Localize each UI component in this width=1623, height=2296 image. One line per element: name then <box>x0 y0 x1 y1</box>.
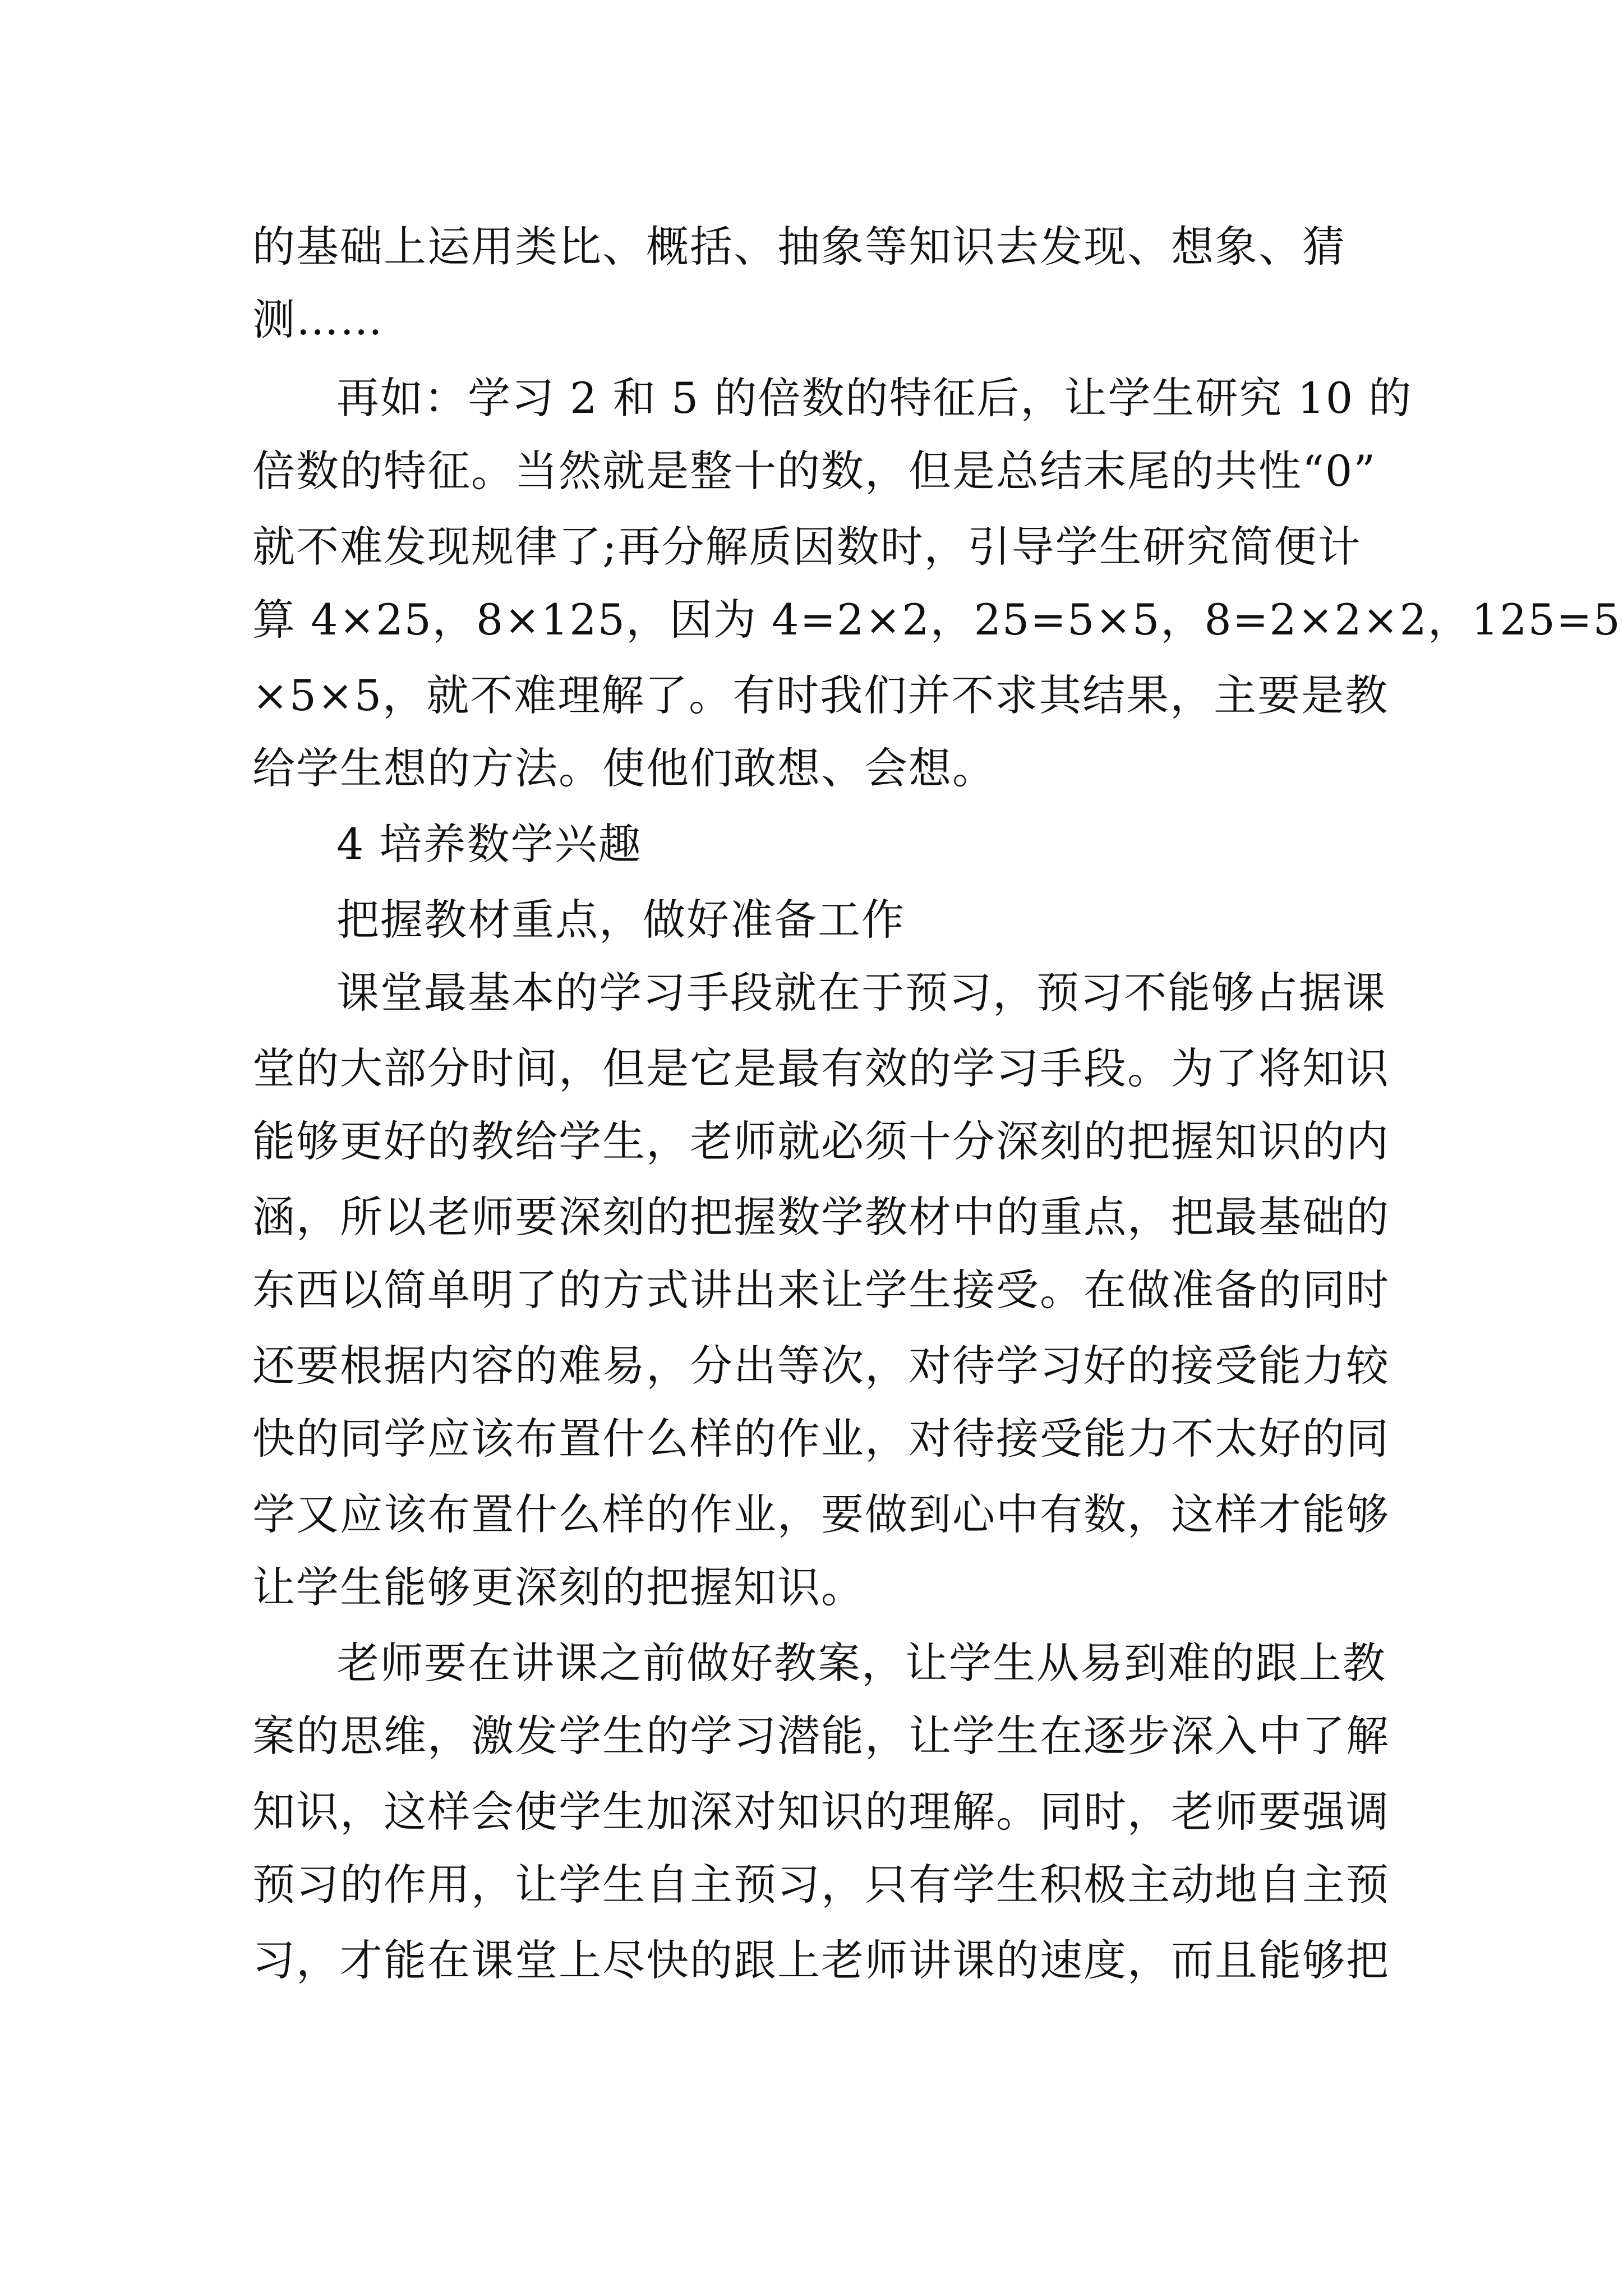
text-line: 案的思维，激发学生的学习潜能，让学生在逐步深入中了解 <box>252 1711 1390 1761</box>
text-line: 知识，这样会使学生加深对知识的理解。同时，老师要强调 <box>252 1787 1390 1837</box>
text-line: 习，才能在课堂上尽快的跟上老师讲课的速度，而且能够把 <box>252 1935 1390 1985</box>
text-line: 预习的作用，让学生自主预习，只有学生积极主动地自主预 <box>252 1860 1390 1910</box>
text-line: 涵，所以老师要深刻的把握数学教材中的重点，把最基础的 <box>252 1192 1390 1242</box>
paragraph-start: 再如：学习 2 和 5 的倍数的特征后，让学生研究 10 的 <box>336 373 1413 423</box>
text-line: 倍数的特征。当然就是整十的数，但是总结末尾的共性“0” <box>252 446 1377 496</box>
subsection-heading: 把握教材重点，做好准备工作 <box>336 895 905 945</box>
text-line: 的基础上运用类比、概括、抽象等知识去发现、想象、猜 <box>252 222 1346 272</box>
text-line: 算 4×25，8×125，因为 4=2×2，25=5×5，8=2×2×2，125=5 <box>252 595 1621 645</box>
text-line: 快的同学应该布置什么样的作业，对待接受能力不太好的同 <box>252 1414 1390 1464</box>
text-line: 学又应该布置什么样的作业，要做到心中有数，这样才能够 <box>252 1489 1390 1539</box>
text-line: 还要根据内容的难易，分出等次，对待学习好的接受能力较 <box>252 1341 1390 1391</box>
paragraph-start: 老师要在讲课之前做好教案，让学生从易到难的跟上教 <box>336 1638 1386 1688</box>
text-line: 让学生能够更深刻的把握知识。 <box>252 1562 865 1612</box>
text-line: 堂的大部分时间，但是它是最有效的学习手段。为了将知识 <box>252 1043 1390 1093</box>
text-line: 能够更好的教给学生，老师就必须十分深刻的把握知识的内 <box>252 1116 1390 1166</box>
section-heading: 4 培养数学兴趣 <box>336 819 642 869</box>
paragraph-start: 课堂最基本的学习手段就在于预习，预习不能够占据课 <box>336 968 1386 1018</box>
text-line: 给学生想的方法。使他们敢想、会想。 <box>252 743 996 793</box>
text-line: 东西以简单明了的方式讲出来让学生接受。在做准备的同时 <box>252 1265 1390 1315</box>
text-line: ×5×5，就不难理解了。有时我们并不求其结果，主要是教 <box>252 670 1389 720</box>
text-line: 就不难发现规律了;再分解质因数时，引导学生研究简便计 <box>252 522 1362 572</box>
text-line: 测…… <box>252 295 384 344</box>
